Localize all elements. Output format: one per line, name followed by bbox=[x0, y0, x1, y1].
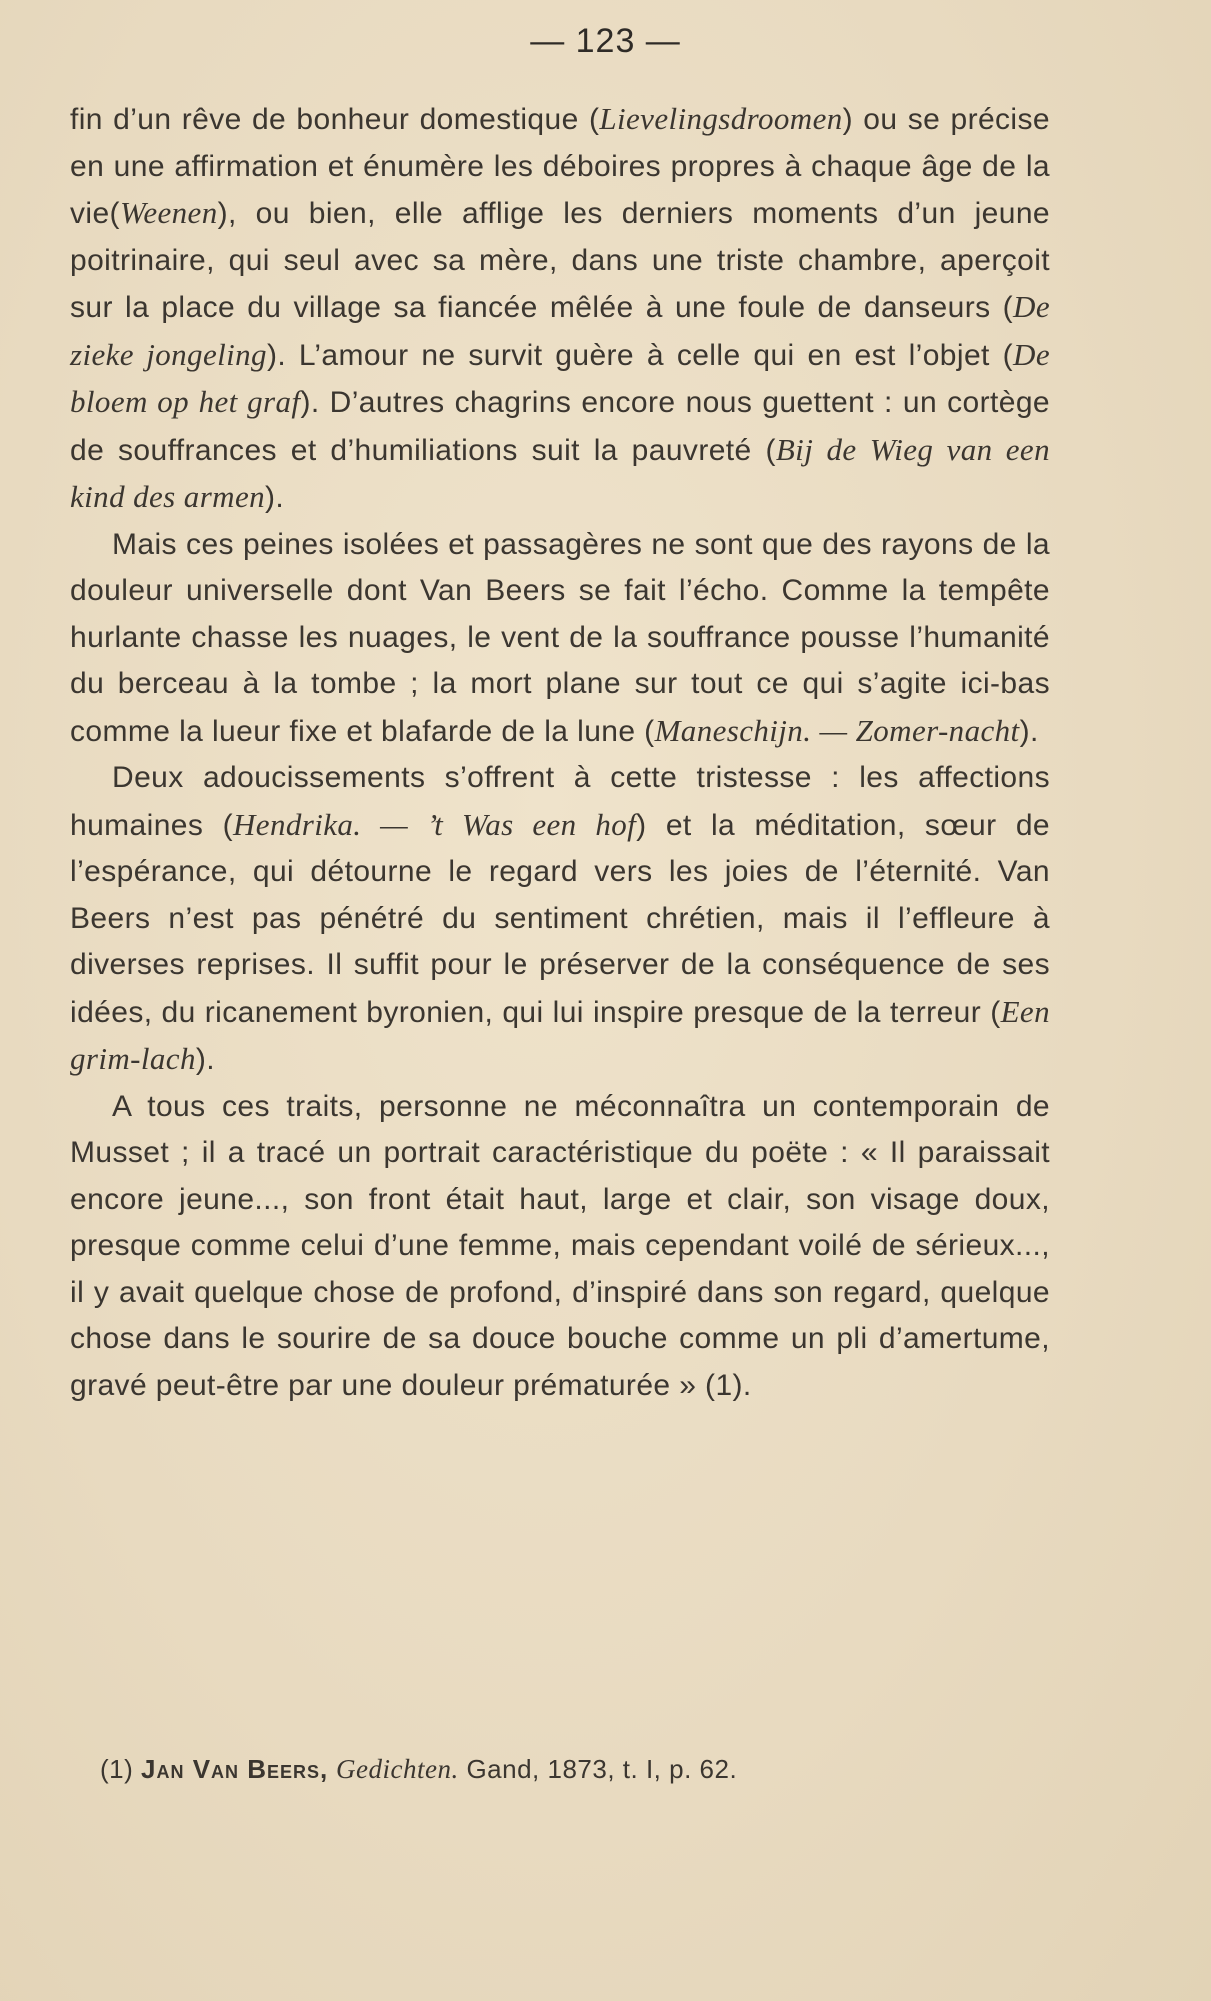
text-run: ), ou bien, elle afflige les derniers moments d’un jeune poitrinaire, qui seul avec sa mère, dans une triste chambre, aperçoit sur la place du village sa fiancée mêlée à une foule de danseurs ( bbox=[70, 197, 1050, 324]
footnote-title: Gedichten. bbox=[336, 1754, 459, 1784]
text-run: ). D’autres chagrins encore nous guettent : un cortège de souffrances et d’humiliations suit la pauvreté ( bbox=[70, 386, 1050, 467]
text-run: ). L’amour ne survit guère à celle qui en est l’objet ( bbox=[266, 338, 1014, 372]
footnote-details: Gand, 1873, t. I, p. 62. bbox=[466, 1754, 738, 1784]
footnote-author: Jan Van Beers, bbox=[141, 1754, 329, 1784]
text-run: ) ou se précise en une affirmation et énumère les déboires propres à chaque âge de la vie( bbox=[70, 103, 1050, 230]
text-run: ). bbox=[265, 481, 285, 514]
text-run: ). bbox=[1019, 714, 1039, 748]
footnote bbox=[100, 1754, 1000, 1785]
italic-title: De bloem op het graf bbox=[70, 336, 1050, 419]
text-run: Deux adoucissements s’offrent à cette tristesse : les affections humaines ( bbox=[70, 761, 1050, 842]
text-run: ) et la méditation, sœur de l’espérance, qui détourne le regard vers les joies de l’éternité. Van Beers n’est pas pénétré du sentiment chrétien, mais il l’effleure à diverses reprises. Il suffit pour le préserver de la conséquence de ses idées, du ricanement byronien, qui lui inspire presque de la terreur ( bbox=[70, 808, 1050, 1029]
text-run: Mais ces peines isolées et passagères ne sont que des rayons de la douleur universelle dont Van Beers se fait l’écho. Comme la tempête hurlante chasse les nuages, le vent de la souffrance pousse l’humanité du berceau à la tombe ; la mort plane sur tout ce qui s’agite ici-bas comme la lueur fixe et blafarde de la lune ( bbox=[70, 527, 1050, 748]
italic-title: Weenen bbox=[119, 195, 218, 230]
italic-title: Hendrika. — ’t Was een hof bbox=[233, 806, 637, 842]
footnote-marker: (1) bbox=[100, 1754, 134, 1784]
paragraph-2 bbox=[70, 522, 1050, 756]
italic-title: De zieke jongeling bbox=[70, 289, 1050, 372]
italic-title: Bij de Wieg van een kind des armen bbox=[70, 431, 1050, 514]
text-run: fin d’un rêve de bonheur domestique ( bbox=[70, 103, 600, 136]
italic-title: Een grim-lach bbox=[70, 993, 1050, 1076]
page-number: — 123 — bbox=[530, 22, 681, 60]
text-run: A tous ces traits, personne ne méconnaîtra un contemporain de Musset ; il a tracé un portrait caractéristique du poëte : « Il paraissait encore jeune..., son front était haut, large et clair, son visage doux, presque comme celui d’une femme, mais cependant voilé de sérieux..., il y avait quelque chose de profond, d’inspiré dans son regard, quelque chose dans le sourire de sa douce bouche comme un pli d’amertume, gravé peut-être par une douleur prématurée » (1). bbox=[70, 1089, 1050, 1402]
paragraph-3 bbox=[70, 755, 1050, 1084]
paragraph-4 bbox=[70, 1084, 1050, 1410]
italic-title: Maneschijn. — Zomer-nacht bbox=[654, 712, 1020, 748]
paragraph-1 bbox=[70, 96, 1050, 522]
italic-title: Lievelingsdroomen bbox=[599, 101, 843, 136]
body-text bbox=[70, 96, 1050, 1409]
text-run: ). bbox=[195, 1043, 215, 1076]
